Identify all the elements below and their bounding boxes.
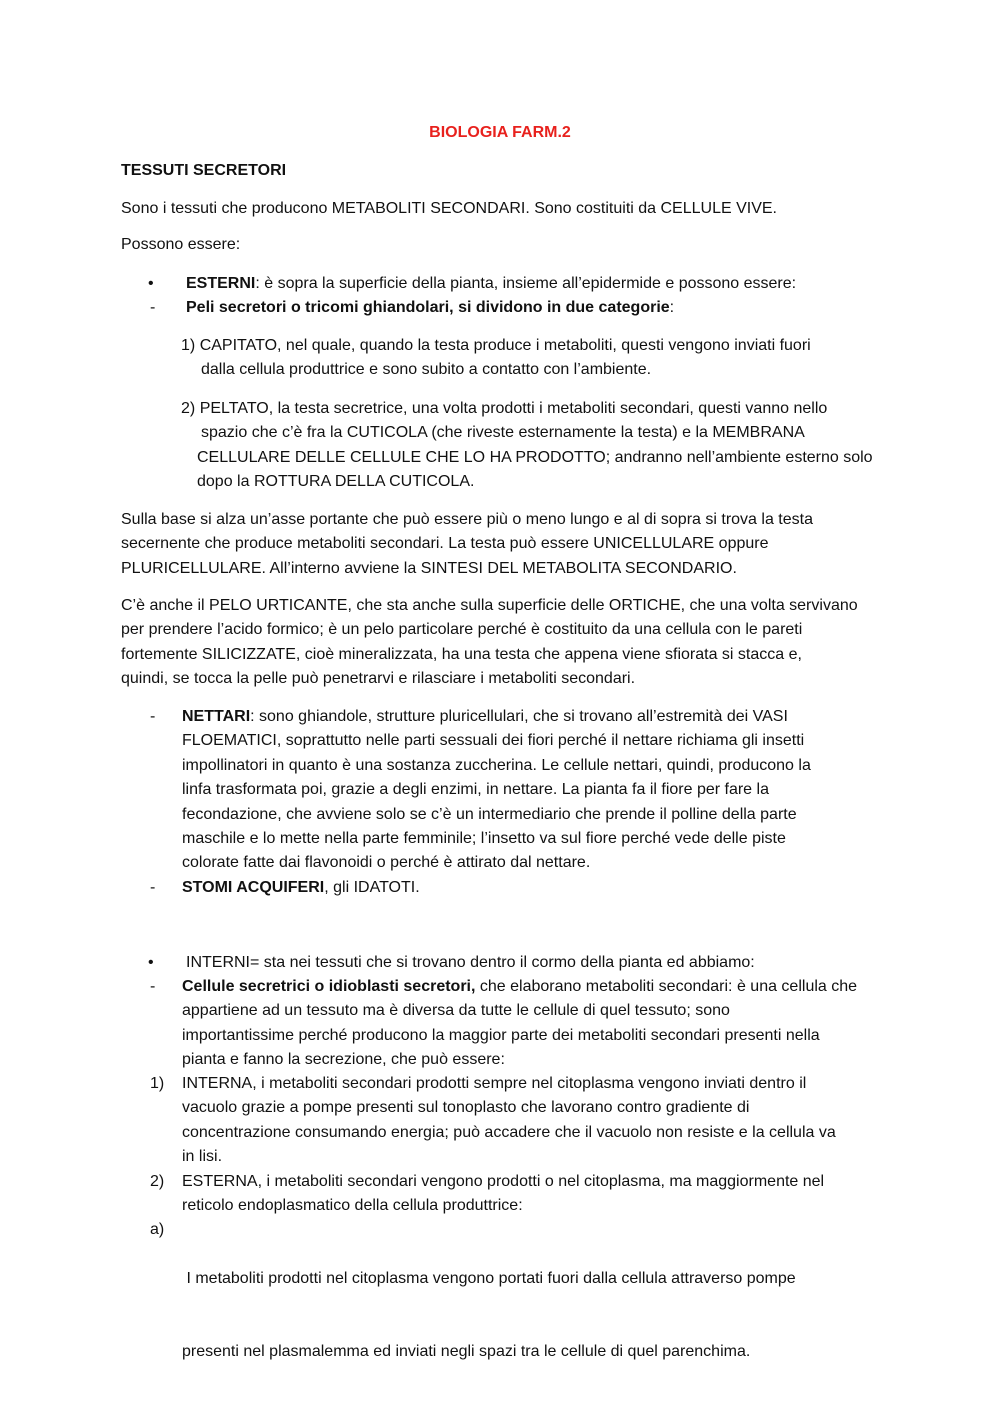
peltato-line-2: spazio che c’è fra la CUTICOLA (che riveste esternamente la testa) e la MEMBRANA <box>201 424 805 442</box>
sub-a-line-2: presenti nel plasmalemma ed inviati negli spazi tra le cellule di quel parenchima. <box>182 1343 751 1361</box>
base-line-2: secernente che produce metaboliti secondari. La testa può essere UNICELLULARE oppure <box>121 535 769 553</box>
intro-paragraph <box>121 197 881 221</box>
peli-text: : <box>669 299 675 316</box>
base-line-3: PLURICELLULARE. All’interno avviene la SINTESI DEL METABOLITA SECONDARIO. <box>121 559 737 577</box>
esterna-line-1: ESTERNA, i metaboliti secondari vengono prodotti o nel citoplasma, ma maggiormente nel <box>182 1173 825 1190</box>
cellule-line-4: pianta e fanno la secrezione, che può essere: <box>182 1051 505 1069</box>
esterni-text: : è sopra la superficie della pianta, insieme all’epidermide e possono essere: <box>255 275 797 292</box>
peltato-number: 2) <box>181 400 196 417</box>
pelo-paragraph <box>121 594 881 692</box>
dash-marker: - <box>150 708 156 725</box>
dash-marker: - <box>150 299 156 316</box>
capitato-line-1: CAPITATO, nel quale, quando la testa produce i metaboliti, questi vengono inviati fuori <box>199 337 811 354</box>
pelo-line-4: quindi, se tocca la pelle può penetrarvi e rilasciare i metaboliti secondari. <box>121 670 636 688</box>
dash-marker: - <box>150 978 156 995</box>
interna-number: 1) <box>150 1075 165 1092</box>
document-title: BIOLOGIA FARM.2 <box>429 124 571 141</box>
cellule-line-2: appartiene ad un tessuto ma è diversa da tutte le cellule di quel tessuto; sono <box>182 1002 730 1020</box>
nettari-line-4: linfa trasformata poi, grazie a degli enzimi, in nettare. La pianta fa il fiore per fare la <box>182 781 769 799</box>
possono-text: Possono essere: <box>121 236 241 253</box>
capitato-line-2: dalla cellula produttrice e sono subito a contatto con l’ambiente. <box>201 361 652 379</box>
cellule-label: Cellule secretrici o idioblasti secretori, <box>182 978 476 995</box>
interna-line-2: vacuolo grazie a pompe presenti sul tonoplasto che lavorano contro gradiente di <box>182 1099 750 1117</box>
peltato-line-3: CELLULARE DELLE CELLULE CHE LO HA PRODOTTO; andranno nell’ambiente esterno solo <box>197 448 873 466</box>
possono-paragraph <box>121 233 881 257</box>
pelo-line-3: fortemente SILICIZZATE, cioè mineralizzata, ha una testa che appena viene sfiorata si stacca e, <box>121 645 802 663</box>
bullet-icon: • <box>148 275 154 292</box>
peltato-item <box>181 397 881 495</box>
sub-a-line-1: I metaboliti prodotti nel citoplasma vengono portati fuori dalla cellula attraverso pompe <box>182 1269 796 1287</box>
bullet-icon: • <box>148 954 154 971</box>
sub-a-letter: a) <box>150 1221 165 1238</box>
base-line-1: Sulla base si alza un’asse portante che può essere più o meno lungo e al di sopra si trova la testa <box>121 511 813 528</box>
stomi-text: , gli IDATOTI. <box>324 879 420 896</box>
peli-label: Peli secretori o tricomi ghiandolari, si dividono in due categorie <box>186 299 670 316</box>
intro-text: Sono i tessuti che producono METABOLITI SECONDARI. Sono costituiti da CELLULE VIVE. <box>121 200 777 217</box>
cellule-line-1: che elaborano metaboliti secondari: è una cellula che <box>475 978 858 995</box>
interna-line-4: in lisi. <box>182 1148 223 1166</box>
nettari-line-1: : sono ghiandole, strutture pluricellulari, che si trovano all’estremità dei VASI <box>250 708 788 725</box>
cellule-line-3: importantissime perché producono la maggior parte dei metaboliti secondari presenti nella <box>182 1026 820 1044</box>
interna-line-1: INTERNA, i metaboliti secondari prodotti sempre nel citoplasma vengono inviati dentro il <box>182 1075 807 1092</box>
interna-line-3: concentrazione consumando energia; può accadere che il vacuolo non resiste e la cellula va <box>182 1123 836 1141</box>
capitato-number: 1) <box>181 337 196 354</box>
nettari-label: NETTARI <box>182 708 251 725</box>
nettari-line-3: impollinatori in quanto è una sostanza zuccherina. Le cellule nettari, quindi, producono la <box>182 756 811 774</box>
pelo-line-2: per prendere l’acido formico; è un pelo particolare perché è costituito da una cellula con le pareti <box>121 621 803 639</box>
esterna-number: 2) <box>150 1173 165 1190</box>
stomi-label: STOMI ACQUIFERI <box>182 879 325 896</box>
peltato-line-1: PELTATO, la testa secretrice, una volta prodotti i metaboliti secondari, questi vanno nello <box>199 400 828 417</box>
nettari-line-7: colorate fatte dai flavonoidi o perché è attirato dal nettare. <box>182 854 591 872</box>
nettari-line-5: fecondazione, che avviene solo se c’è un intermediario che prende il polline della parte <box>182 805 797 823</box>
base-paragraph <box>121 508 881 581</box>
dash-marker: - <box>150 879 156 896</box>
capitato-item <box>181 334 881 383</box>
esterna-line-2: reticolo endoplasmatico della cellula produttrice: <box>182 1197 523 1215</box>
pelo-line-1: C’è anche il PELO URTICANTE, che sta anche sulla superficie delle ORTICHE, che una volta servivano <box>121 597 858 614</box>
interni-text: INTERNI= sta nei tessuti che si trovano dentro il cormo della pianta ed abbiamo: <box>186 954 755 971</box>
nettari-line-6: maschile e lo mette nella parte femminile; l’insetto va sul fiore perché vede delle piste <box>182 830 786 848</box>
peltato-line-4: dopo la ROTTURA DELLA CUTICOLA. <box>197 473 475 491</box>
nettari-line-2: FLOEMATICI, soprattutto nelle parti sessuali dei fiori perché il nettare richiama gli insetti <box>182 732 805 750</box>
esterni-label: ESTERNI <box>186 275 256 292</box>
section-heading: TESSUTI SECRETORI <box>121 162 287 179</box>
